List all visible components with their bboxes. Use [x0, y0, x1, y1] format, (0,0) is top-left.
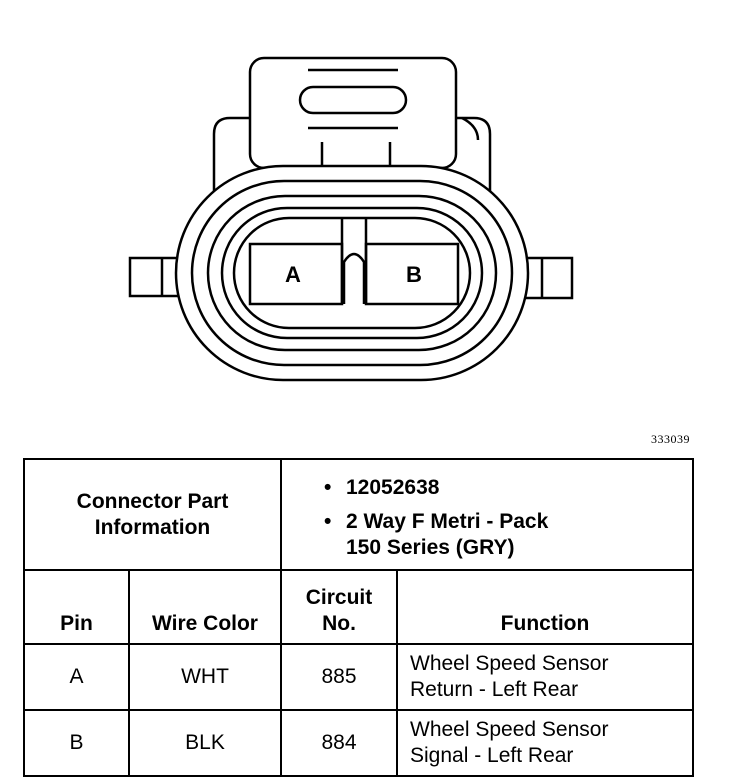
header-pin: Pin — [24, 570, 129, 644]
figure-number: 333039 — [651, 432, 690, 446]
circuit-cell: 885 — [281, 644, 397, 710]
table-row — [24, 644, 693, 710]
wire-color-cell: BLK — [129, 710, 281, 776]
header-circuit-no: Circuit No. — [281, 570, 397, 644]
function-cell — [397, 644, 693, 710]
pin-label-a: A — [285, 262, 301, 287]
locking-tab — [250, 58, 456, 168]
pin-label-b: B — [406, 262, 422, 287]
connector-pinout-table — [23, 458, 694, 777]
header-wire-color: Wire Color — [129, 570, 281, 644]
function-line: Wheel Speed Sensor — [410, 652, 609, 675]
function-line: Return - Left Rear — [410, 678, 579, 701]
circuit-cell: 884 — [281, 710, 397, 776]
function-line: Wheel Speed Sensor — [410, 718, 609, 741]
connector-info-list — [320, 475, 692, 561]
pin-cell: B — [24, 710, 129, 776]
header-function: Function — [397, 570, 693, 644]
connector-info-row — [24, 459, 693, 570]
table-row — [24, 710, 693, 776]
connector-info-details — [281, 459, 693, 570]
function-line: Signal - Left Rear — [410, 744, 574, 767]
connector-info-header: Connector Part Information — [24, 459, 281, 570]
connector-body — [176, 166, 528, 380]
part-number: • 12052638 — [320, 475, 692, 501]
function-cell — [397, 710, 693, 776]
table-header-row — [24, 570, 693, 644]
pin-cell: A — [24, 644, 129, 710]
wire-color-cell: WHT — [129, 644, 281, 710]
connector-description: • 2 Way F Metri - Pack 150 Series (GRY) — [320, 509, 692, 561]
